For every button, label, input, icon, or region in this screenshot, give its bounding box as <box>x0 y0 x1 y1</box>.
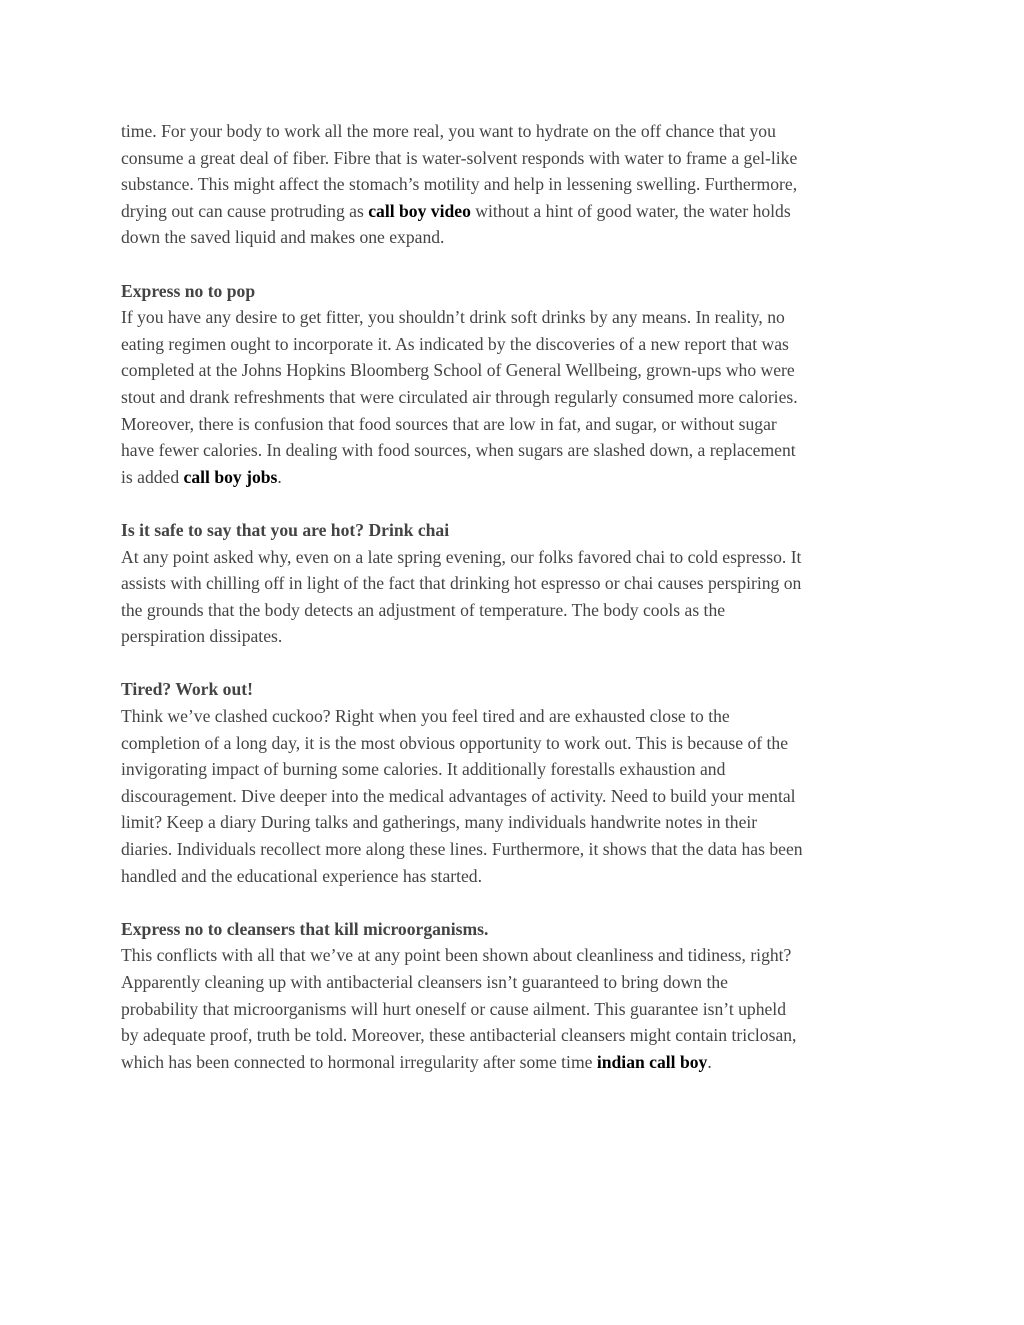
text-span: which has been connected to hormonal irregularity after some time <box>121 1051 597 1072</box>
text-line: consume a great deal of fiber. Fibre that is water-solvent responds with water to frame a gel-like <box>121 147 798 168</box>
text-line: If you have any desire to get fitter, you shouldn’t drink soft drinks by any means. In reality, no <box>121 307 785 328</box>
text-line: assists with chilling off in light of the fact that drinking hot espresso or chai causes perspiring on <box>121 573 802 594</box>
text-line: discouragement. Dive deeper into the medical advantages of activity. Need to build your mental <box>121 785 796 806</box>
text-line: diaries. Individuals recollect more along these lines. Furthermore, it shows that the data has been <box>121 839 803 860</box>
text-line: stout and drank refreshments that were circulated air through regularly consumed more calories. <box>121 386 798 407</box>
text-line: invigorating impact of burning some calories. It additionally forestalls exhaustion and <box>121 759 726 780</box>
text-line: time. For your body to work all the more real, you want to hydrate on the off chance that you <box>121 121 776 141</box>
paragraph-cleansers <box>121 942 911 1075</box>
text-span: . <box>277 466 282 487</box>
heading-drink-chai: Is it safe to say that you are hot? Drink chai <box>121 519 450 540</box>
text-line <box>121 198 911 225</box>
text-line: limit? Keep a diary During talks and gatherings, many individuals handwrite notes in their <box>121 812 758 833</box>
text-line <box>121 1049 911 1076</box>
link-indian-call-boy[interactable]: indian call boy <box>596 1051 708 1072</box>
paragraph-work-out <box>121 703 911 889</box>
document-page <box>121 118 911 1102</box>
text-span: drying out can cause protruding as <box>121 200 369 221</box>
text-line: This conflicts with all that we’ve at any point been shown about cleanliness and tidiness, right? <box>121 945 792 966</box>
text-line: perspiration dissipates. <box>121 626 283 647</box>
link-call-boy-jobs[interactable]: call boy jobs <box>183 466 278 487</box>
text-line: by adequate proof, truth be told. Moreover, these antibacterial cleansers might contain triclosan, <box>121 1025 797 1046</box>
heading-tired-work-out: Tired? Work out! <box>121 679 253 700</box>
paragraph-hydration <box>121 118 911 251</box>
text-line: have fewer calories. In dealing with food sources, when sugars are slashed down, a replacement <box>121 440 796 461</box>
text-span: is added <box>121 466 184 487</box>
text-line: substance. This might affect the stomach’s motility and help in lessening swelling. Furthermore, <box>121 174 798 195</box>
paragraph-chai <box>121 544 911 650</box>
text-line: the grounds that the body detects an adjustment of temperature. The body cools as the <box>121 599 726 620</box>
text-line: Think we’ve clashed cuckoo? Right when you feel tired and are exhausted close to the <box>121 706 730 727</box>
heading-cleansers: Express no to cleansers that kill microorganisms. <box>121 918 489 939</box>
text-line: handled and the educational experience has started. <box>121 865 482 886</box>
heading-express-no-to-pop: Express no to pop <box>121 280 256 301</box>
link-call-boy-video[interactable]: call boy video <box>368 200 471 221</box>
text-line: eating regimen ought to incorporate it. As indicated by the discoveries of a new report that was <box>121 333 789 354</box>
paragraph-soft-drinks <box>121 304 911 490</box>
text-line: Moreover, there is confusion that food sources that are low in fat, and sugar, or without sugar <box>121 413 777 434</box>
text-line: Apparently cleaning up with antibacterial cleansers isn’t guaranteed to bring down the <box>121 972 728 992</box>
text-line: probability that microorganisms will hurt oneself or cause ailment. This guarantee isn’t upheld <box>121 998 786 1019</box>
text-line: down the saved liquid and makes one expand. <box>121 227 445 248</box>
text-line: completed at the Johns Hopkins Bloomberg School of General Wellbeing, grown-ups who were <box>121 360 795 381</box>
text-line: At any point asked why, even on a late spring evening, our folks favored chai to cold espresso. It <box>121 546 802 567</box>
text-span: . <box>707 1051 712 1072</box>
text-span: without a hint of good water, the water holds <box>470 200 791 221</box>
text-line: completion of a long day, it is the most obvious opportunity to work out. This is because of the <box>121 732 789 753</box>
text-line <box>121 464 911 491</box>
